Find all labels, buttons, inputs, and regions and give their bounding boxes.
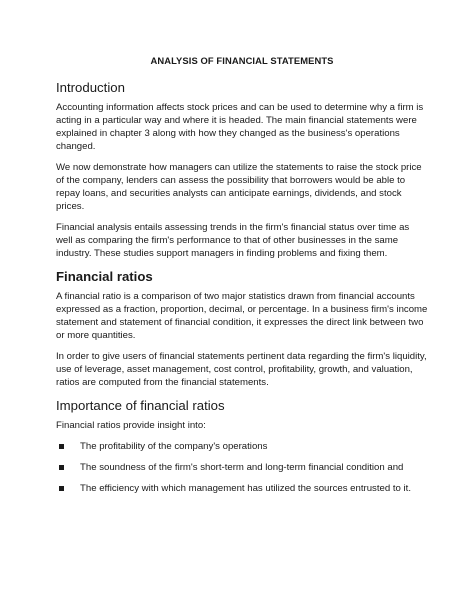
list-item	[56, 461, 428, 474]
paragraph: Accounting information affects stock prices and can be used to determine why a firm is acting in a particular way and where it is headed. The main financial statements were explained in chapter 3 along with how they changed as the business's operations changed.	[56, 102, 424, 152]
paragraph: Financial analysis entails assessing trends in the firm's financial status over time as well as comparing the firm's performance to that of other businesses in the same industry. These studies support managers in finding problems and fixing them.	[56, 222, 410, 259]
square-bullet-icon	[59, 465, 64, 470]
section-financial-ratios	[56, 268, 428, 389]
list-item-text: The soundness of the firm's short-term and long-term financial condition and	[80, 462, 404, 473]
paragraph: We now demonstrate how managers can utilize the statements to raise the stock price of the company, lenders can assess the possibility that borrowers would be able to repay loans, and securities analysts can anticipate earnings, dividends, and stock prices.	[56, 162, 422, 212]
document-title: ANALYSIS OF FINANCIAL STATEMENTS	[150, 55, 334, 66]
list-item-text: The profitability of the company's operations	[80, 441, 268, 452]
section-heading-importance: Importance of financial ratios	[56, 398, 225, 413]
section-heading-financial-ratios: Financial ratios	[56, 269, 153, 284]
paragraph: A financial ratio is a comparison of two major statistics drawn from financial accounts expressed as a fraction, proportion, decimal, or percentage. In a business firm's income statement and statement of financial condition, it expresses the direct link between two or more quantities.	[56, 291, 428, 341]
list-item	[56, 482, 428, 495]
list-intro: Financial ratios provide insight into:	[56, 420, 206, 431]
square-bullet-icon	[59, 486, 64, 491]
square-bullet-icon	[59, 444, 64, 449]
list-item-text: The efficiency with which management has utilized the sources entrusted to it.	[80, 483, 411, 494]
document-body	[56, 55, 428, 503]
bullet-list	[56, 440, 428, 495]
list-item	[56, 440, 428, 453]
section-importance-of-financial-ratios	[56, 397, 428, 495]
paragraph: In order to give users of financial statements pertinent data regarding the firm's liquidity, use of leverage, asset management, cost control, profitability, growth, and valuation, ratios are computed from the financial statements.	[56, 351, 427, 388]
section-heading-introduction: Introduction	[56, 80, 125, 95]
section-introduction	[56, 79, 428, 260]
